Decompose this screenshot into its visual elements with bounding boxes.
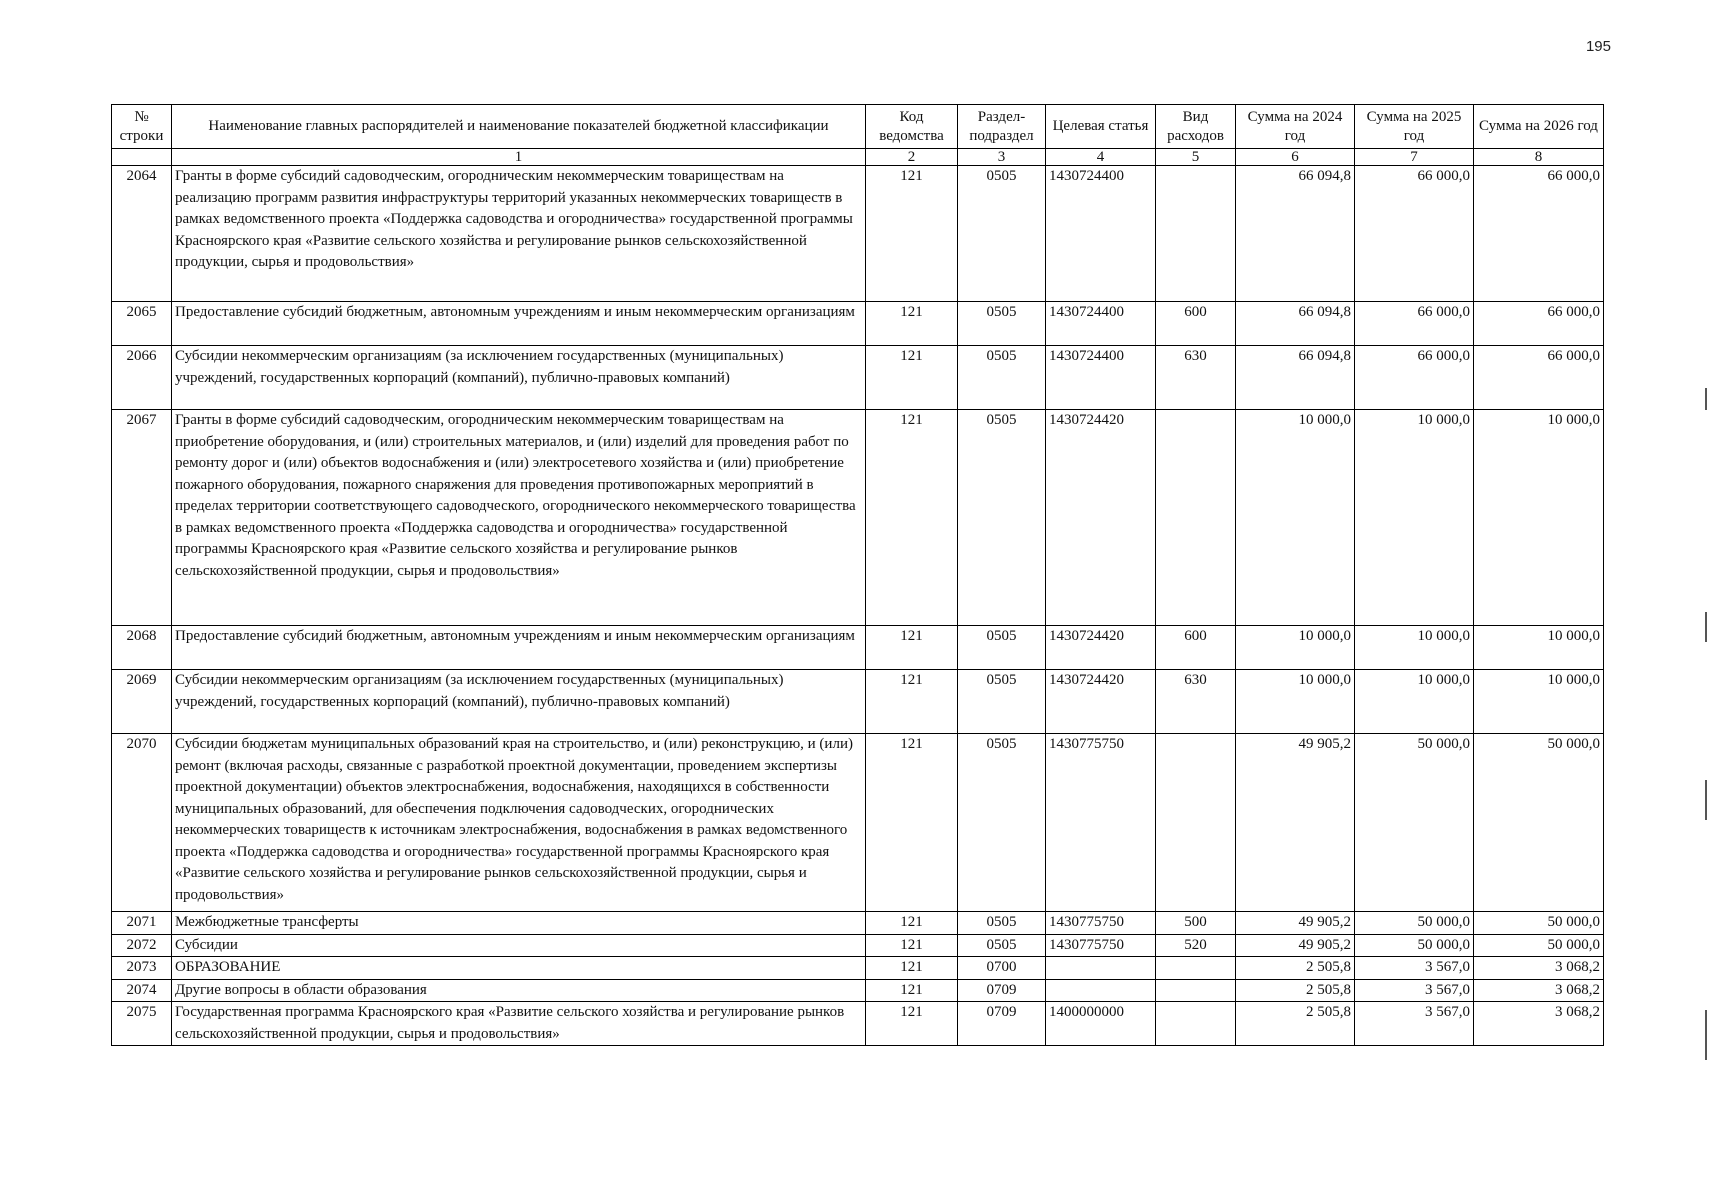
sum-2025: 66 000,0 [1355,302,1474,346]
dept-code: 121 [866,734,958,912]
row-number: 2073 [112,957,172,980]
expense-type-code: 600 [1156,302,1236,346]
sum-2026: 3 068,2 [1474,957,1604,980]
header-row-no: № строки [112,105,172,149]
target-code: 1430724420 [1046,626,1156,670]
row-name: Субсидии бюджетам муниципальных образований края на строительство, и (или) реконструкцию, и (или) ремонт (включая расходы, связанные с разработкой проектной документации, проведением экспертизы проектной документации) объектов электроснабжения, водоснабжения, находящихся в собственности муниципальных образований, для обеспечения подключения садоводческих, огороднических некоммерческих товариществ к источникам электроснабжения, водоснабжения в рамках ведомственного проекта «Поддержка садоводства и огородничества» государственной программы Красноярского края «Развитие сельского хозяйства и регулирование рынков сельскохозяйственной продукции, сырья и продовольствия» [172,734,866,912]
dept-code: 121 [866,410,958,626]
table-row [112,734,1604,912]
sum-2026: 66 000,0 [1474,302,1604,346]
row-number: 2071 [112,912,172,935]
sum-2025: 10 000,0 [1355,410,1474,626]
row-name: Субсидии некоммерческим организациям (за исключением государственных (муниципальных) учреждений, государственных корпораций (компаний), публично-правовых компаний) [172,346,866,410]
section-code: 0505 [958,302,1046,346]
row-name: Предоставление субсидий бюджетным, автономным учреждениям и иным некоммерческим организациям [172,626,866,670]
sum-2024: 2 505,8 [1236,957,1355,980]
target-code [1046,957,1156,980]
sum-2024: 2 505,8 [1236,1002,1355,1046]
row-name: Предоставление субсидий бюджетным, автономным учреждениям и иным некоммерческим организациям [172,302,866,346]
dept-code: 121 [866,670,958,734]
header-dept-code: Код ведомства [866,105,958,149]
dept-code: 121 [866,979,958,1002]
row-number: 2074 [112,979,172,1002]
row-name: Субсидии некоммерческим организациям (за исключением государственных (муниципальных) учреждений, государственных корпораций (компаний), публично-правовых компаний) [172,670,866,734]
dept-code: 121 [866,912,958,935]
target-code: 1430724420 [1046,410,1156,626]
target-code [1046,979,1156,1002]
expense-type-code [1156,957,1236,980]
header-section: Раздел-подраздел [958,105,1046,149]
table-row [112,1002,1604,1046]
row-number: 2069 [112,670,172,734]
table-row [112,912,1604,935]
row-number: 2067 [112,410,172,626]
row-number: 2066 [112,346,172,410]
sum-2025: 66 000,0 [1355,166,1474,302]
sum-2024: 49 905,2 [1236,912,1355,935]
column-number [112,149,172,166]
sum-2026: 66 000,0 [1474,166,1604,302]
target-code: 1430724400 [1046,346,1156,410]
sum-2024: 10 000,0 [1236,410,1355,626]
table-row [112,934,1604,957]
row-number: 2075 [112,1002,172,1046]
row-name: ОБРАЗОВАНИЕ [172,957,866,980]
column-number: 2 [866,149,958,166]
expense-type-code [1156,410,1236,626]
sum-2024: 66 094,8 [1236,302,1355,346]
table-row [112,302,1604,346]
expense-type-code: 630 [1156,670,1236,734]
row-name: Другие вопросы в области образования [172,979,866,1002]
row-name: Субсидии [172,934,866,957]
sum-2025: 3 567,0 [1355,1002,1474,1046]
row-number: 2072 [112,934,172,957]
header-expense-type: Вид расходов [1156,105,1236,149]
expense-type-code: 630 [1156,346,1236,410]
sum-2025: 50 000,0 [1355,912,1474,935]
row-name: Гранты в форме субсидий садоводческим, огородническим некоммерческим товариществам на реализацию программ развития инфраструктуры территорий указанных некоммерческих товариществ в рамках ведомственного проекта «Поддержка садоводства и огородничества» государственной программы Красноярского края «Развитие сельского хозяйства и регулирование рынков сельскохозяйственной продукции, сырья и продовольствия» [172,166,866,302]
target-code: 1430724400 [1046,302,1156,346]
sum-2024: 10 000,0 [1236,626,1355,670]
sum-2026: 66 000,0 [1474,346,1604,410]
column-number: 6 [1236,149,1355,166]
expense-type-code [1156,166,1236,302]
scan-mark [1705,1010,1707,1060]
dept-code: 121 [866,166,958,302]
table-body [112,166,1604,1046]
sum-2024: 66 094,8 [1236,346,1355,410]
table-row [112,670,1604,734]
section-code: 0505 [958,346,1046,410]
sum-2025: 3 567,0 [1355,979,1474,1002]
sum-2026: 50 000,0 [1474,934,1604,957]
dept-code: 121 [866,626,958,670]
target-code: 1430775750 [1046,734,1156,912]
row-number: 2064 [112,166,172,302]
sum-2026: 3 068,2 [1474,1002,1604,1046]
sum-2025: 50 000,0 [1355,734,1474,912]
sum-2026: 10 000,0 [1474,670,1604,734]
sum-2025: 50 000,0 [1355,934,1474,957]
row-number: 2068 [112,626,172,670]
column-number: 1 [172,149,866,166]
dept-code: 121 [866,934,958,957]
expense-type-code [1156,979,1236,1002]
column-number: 3 [958,149,1046,166]
header-sum-2026: Сумма на 2026 год [1474,105,1604,149]
row-name: Государственная программа Красноярского края «Развитие сельского хозяйства и регулирование рынков сельскохозяйственной продукции, сырья и продовольствия» [172,1002,866,1046]
row-name: Межбюджетные трансферты [172,912,866,935]
scan-mark [1705,388,1707,410]
sum-2025: 10 000,0 [1355,626,1474,670]
sum-2026: 3 068,2 [1474,979,1604,1002]
scan-mark [1705,612,1707,642]
section-code: 0505 [958,626,1046,670]
column-number: 5 [1156,149,1236,166]
expense-type-code [1156,734,1236,912]
table-row [112,626,1604,670]
target-code: 1430724400 [1046,166,1156,302]
header-sum-2024: Сумма на 2024 год [1236,105,1355,149]
section-code: 0505 [958,912,1046,935]
sum-2025: 66 000,0 [1355,346,1474,410]
header-sum-2025: Сумма на 2025 год [1355,105,1474,149]
column-number: 4 [1046,149,1156,166]
sum-2026: 50 000,0 [1474,912,1604,935]
section-code: 0700 [958,957,1046,980]
scan-mark [1705,780,1707,820]
expense-type-code [1156,1002,1236,1046]
section-code: 0505 [958,410,1046,626]
dept-code: 121 [866,1002,958,1046]
sum-2026: 50 000,0 [1474,734,1604,912]
target-code: 1430775750 [1046,912,1156,935]
sum-2024: 66 094,8 [1236,166,1355,302]
sum-2024: 49 905,2 [1236,934,1355,957]
target-code: 1430775750 [1046,934,1156,957]
sum-2025: 3 567,0 [1355,957,1474,980]
sum-2024: 2 505,8 [1236,979,1355,1002]
page-number: 195 [1585,38,1611,55]
row-number: 2065 [112,302,172,346]
header-name: Наименование главных распорядителей и наименование показателей бюджетной классификации [172,105,866,149]
column-number: 7 [1355,149,1474,166]
sum-2024: 49 905,2 [1236,734,1355,912]
table-row [112,166,1604,302]
expense-type-code: 500 [1156,912,1236,935]
table-row [112,957,1604,980]
dept-code: 121 [866,302,958,346]
sum-2026: 10 000,0 [1474,626,1604,670]
dept-code: 121 [866,957,958,980]
section-code: 0505 [958,166,1046,302]
section-code: 0709 [958,1002,1046,1046]
budget-table [111,104,1604,1046]
table-row [112,346,1604,410]
target-code: 1430724420 [1046,670,1156,734]
section-code: 0505 [958,934,1046,957]
sum-2025: 10 000,0 [1355,670,1474,734]
table-row [112,410,1604,626]
row-number: 2070 [112,734,172,912]
row-name: Гранты в форме субсидий садоводческим, огородническим некоммерческим товариществам на приобретение оборудования, и (или) строительных материалов, и (или) изделий для проведения работ по ремонту дорог и (или) объектов водоснабжения и (или) электросетевого хозяйства и (или) приобретение пожарного оборудования, пожарного снаряжения для проведения противопожарных мероприятий в пределах территории соответствующего садоводческого, огороднического некоммерческого товарищества в рамках ведомственного проекта «Поддержка садоводства и огородничества» государственной программы Красноярского края «Развитие сельского хозяйства и регулирование рынков сельскохозяйственной продукции, сырья и продовольствия» [172,410,866,626]
section-code: 0709 [958,979,1046,1002]
header-target: Целевая статья [1046,105,1156,149]
column-number: 8 [1474,149,1604,166]
sum-2026: 10 000,0 [1474,410,1604,626]
sum-2024: 10 000,0 [1236,670,1355,734]
section-code: 0505 [958,734,1046,912]
expense-type-code: 520 [1156,934,1236,957]
section-code: 0505 [958,670,1046,734]
dept-code: 121 [866,346,958,410]
expense-type-code: 600 [1156,626,1236,670]
table-row [112,979,1604,1002]
target-code: 1400000000 [1046,1002,1156,1046]
